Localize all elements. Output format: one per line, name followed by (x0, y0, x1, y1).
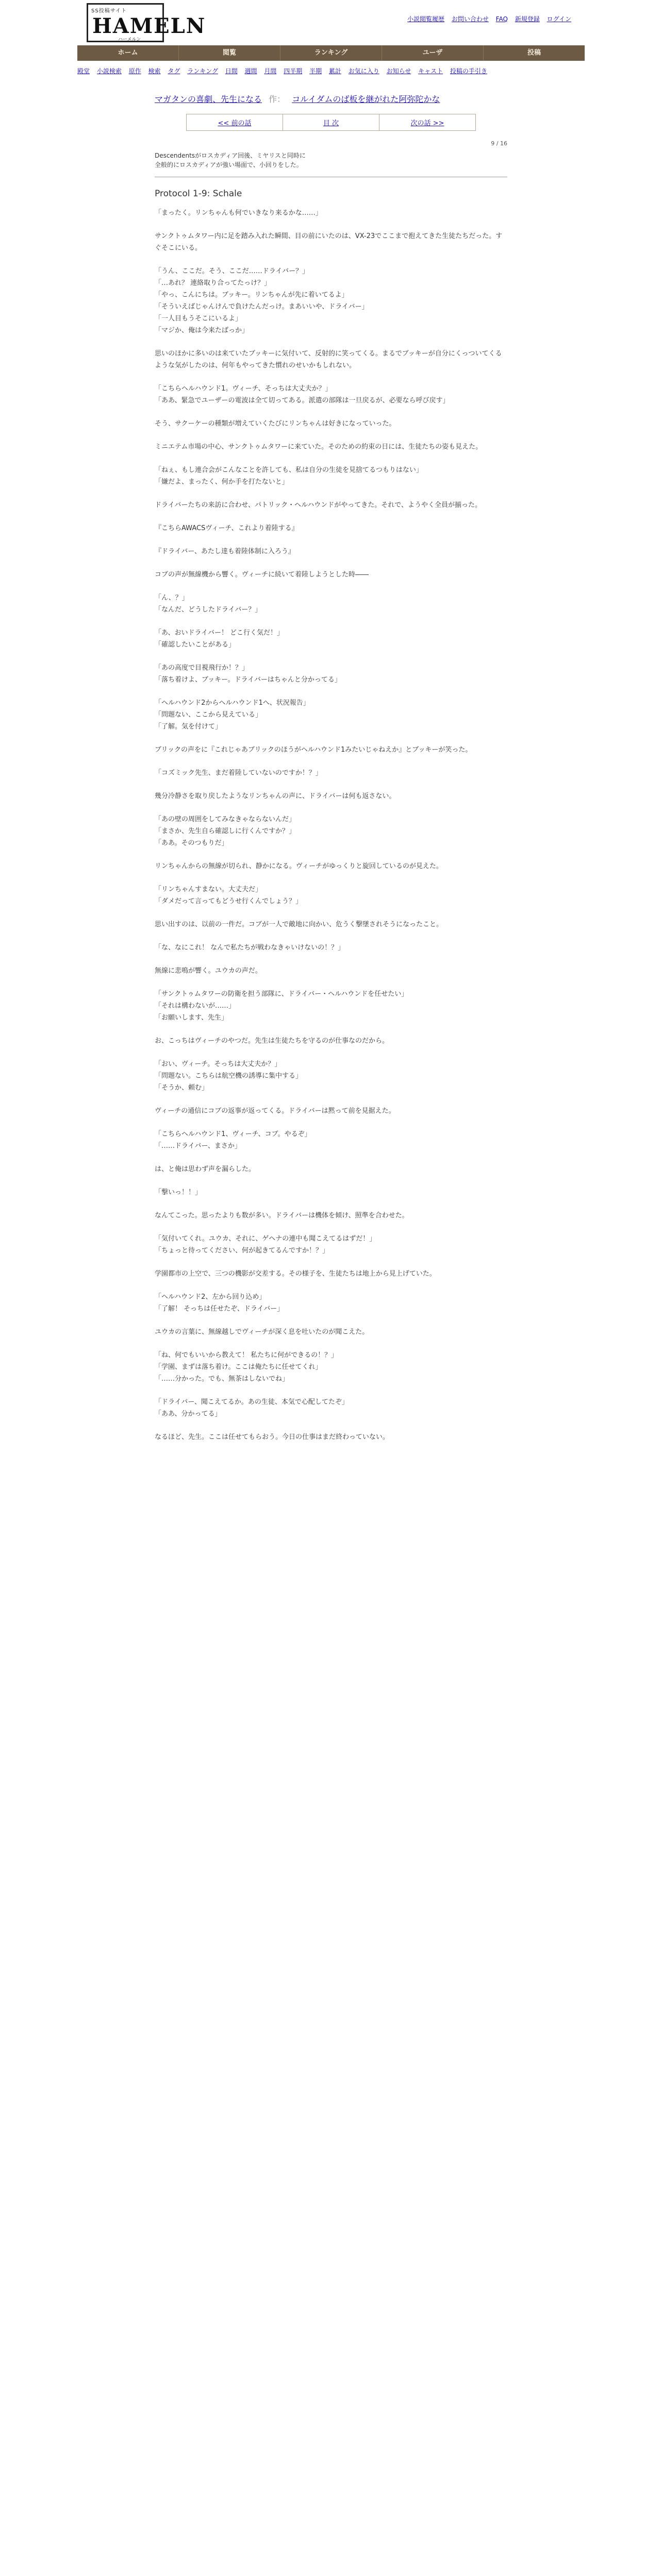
top-links (402, 14, 571, 23)
body-paragraph: 「ヘルハウンド2、左から回り込め」 「了解！ そっちは任せたぞ、ドライバー」 (155, 1293, 284, 1313)
subnav-item[interactable]: 四半期 (284, 67, 303, 75)
author-name[interactable]: コルイダムのば板を継がれた阿弥陀かな (292, 94, 440, 104)
gnav-browse[interactable]: 閲覧 (179, 45, 280, 61)
body-paragraph: 「気付いてくれ。ユウカ、それに、ゲヘナの連中も聞こえてるはずだ！」 「ちょっと待ってください、何が起きてるんですか！？」 (155, 1235, 376, 1255)
body-paragraph: ユウカの言葉に、無線越しでヴィーチが深く息を吐いたのが聞こえた。 (155, 1328, 369, 1336)
body-paragraph: 「な、なにこれ！ なんで私たちが戦わなきゃいけないの！？」 (155, 944, 345, 952)
body-paragraph: 「撃いっ！！」 (155, 1189, 202, 1196)
subnav-item[interactable]: 検索 (148, 67, 161, 75)
body-paragraph: 「あの高度で目視飛行か！？」 「落ち着けよ、ブッキー。ドライバーはちゃんと分かってる」 (155, 664, 341, 684)
body-paragraph: 思い出すのは、以前の一件だ。コブが一人で敵地に向かい、危うく撃墜されそうになったこと。 (155, 921, 443, 928)
subnav-item[interactable]: 小説検索 (96, 67, 122, 75)
toc-link[interactable]: 目 次 (323, 120, 339, 127)
body-paragraph: 思いのほかに多いのは来ていたブッキーに気付いて、反射的に笑ってくる。まるでブッキーが自分にくっついてくるような気がしたのは、何年もやってきた慣れのせいかもしれない。 (155, 350, 502, 369)
body-paragraph: 「ねぇ、もし連合会がこんなことを許しても、私は自分の生徒を見捨てるつもりはない」 「嫌だよ、まったく、何か手を打たないと」 (155, 466, 423, 486)
body-paragraph: 幾分冷静さを取り戻したようなリンちゃんの声に、ドライバーは何も返さない。 (155, 792, 396, 800)
link-login[interactable]: ログイン (547, 15, 571, 23)
gnav-post[interactable]: 投稿 (527, 49, 541, 57)
body-paragraph: ヴィーチの通信にコブの返事が返ってくる。ドライバーは黙って前を見据えた。 (155, 1107, 395, 1115)
body-paragraph: 「まったく。リンちゃんも何でいきなり来るかな……」 (155, 209, 322, 217)
preface (155, 151, 507, 170)
subnav-item[interactable]: お知らせ (386, 67, 411, 75)
body-paragraph: 「サンクトゥムタワーの防衛を担う部隊に、ドライバー・ヘルハウンドを任せたい」 「それは構わないが……」 「お願いします、先生」 (155, 990, 408, 1022)
body-paragraph: 「あの壁の周囲をしてみなきゃならないんだ」 「まさか、先生自ら確認しに行くんですか？」 「ああ。そのつもりだ」 (155, 816, 296, 847)
chapter-title: Protocol 1-9: Schale (155, 189, 242, 199)
link-register[interactable]: 新規登録 (515, 15, 540, 23)
global-nav (77, 45, 585, 61)
body-paragraph: 「リンちゃんすまない。大丈夫だ」 「ダメだって言ってもどうせ行くんでしょう？」 (155, 886, 303, 905)
body-paragraph: コブの声が無線機から響く。ヴィーチに続いて着陸しようとした時―― (155, 571, 369, 579)
subnav-item[interactable]: キャスト (418, 67, 443, 75)
subnav-item[interactable]: 原作 (128, 67, 141, 75)
link-history[interactable]: 小説閲覧履歴 (407, 15, 444, 23)
prev-chapter-link[interactable]: << 前の話 (218, 120, 252, 127)
logo-tagline: SS投稿サイト (91, 8, 127, 14)
subnav-item[interactable]: 日間 (225, 67, 238, 75)
site-header (0, 0, 662, 45)
subnav-item[interactable]: 週間 (244, 67, 257, 75)
sub-nav (77, 64, 585, 78)
gnav-ranking[interactable]: ランキング (280, 45, 382, 61)
body-paragraph: 「こちらヘルハウンド1。ヴィーチ、そっちは大丈夫か？」 「ああ、緊急でユーザーの電波は全て切ってある。派遣の部隊は一旦戻るが、必要なら呼び戻す」 (155, 385, 450, 404)
author-prefix: 作： (269, 94, 286, 104)
body-paragraph: なんてこった。思ったよりも数が多い。ドライバーは機体を傾け、照準を合わせた。 (155, 1212, 409, 1219)
subnav-item[interactable]: 殿堂 (77, 67, 90, 75)
body-paragraph: 無線に悲鳴が響く。ユウカの声だ。 (155, 967, 262, 975)
gnav-user[interactable]: ユーザ (382, 45, 484, 61)
body-paragraph: リンちゃんからの無線が切られ、静かになる。ヴィーチがゆっくりと旋回しているのが見えた。 (155, 862, 443, 870)
gnav-home[interactable]: ホーム (77, 45, 179, 61)
link-faq[interactable]: FAQ (495, 15, 508, 23)
body-paragraph: 「ヘルハウンド2からヘルハウンド1へ、状況報告」 「問題ない、ここから見えている」 「了解。気を付けて」 (155, 699, 310, 731)
body-paragraph: ミニエテム市場の中心、サンクトゥムタワーに来ていた。そのための約束の日には、生徒たちの姿も見えた。 (155, 443, 483, 451)
next-chapter-link[interactable]: 次の話 >> (410, 120, 444, 127)
subnav-item[interactable]: お気に入り (348, 67, 379, 75)
novel-title-row (155, 93, 507, 105)
preface-line: Descendentsがロスカディア回後、ミヤリスと同時に (155, 152, 306, 159)
body-paragraph: 「ね、何でもいいから教えて！ 私たちに何ができるの！？」 「学園、まずは落ち着け。ここは俺たちに任せてくれ」 「……分かった。でも、無茶はしないでね」 (155, 1351, 338, 1383)
logo-text: HAMELN (92, 14, 206, 38)
body-paragraph: は、と俺は思わず声を漏らした。 (155, 1165, 256, 1173)
subnav-item[interactable]: 投稿の手引き (450, 67, 487, 75)
subnav-item[interactable]: 月間 (264, 67, 277, 75)
page-number: 9 / 16 (491, 140, 507, 147)
novel-page (155, 88, 507, 1454)
body-paragraph: 『こちらAWACSヴィーチ、これより着陸する』 (155, 524, 299, 532)
body-paragraph: 学園都市の上空で、三つの機影が交差する。その様子を、生徒たちは地上から見上げていた。 (155, 1270, 436, 1278)
chapter-pager-top (186, 114, 476, 131)
body-paragraph: ドライバーたちの来訪に合わせ、パトリック・ヘルハウンドがやってきた。それで、ようやく全員が揃った。 (155, 501, 482, 509)
subnav-item[interactable]: ランキング (187, 67, 218, 75)
subnav-item[interactable]: 半期 (309, 67, 322, 75)
logo-subtext: ハーメルン (118, 37, 141, 42)
body-paragraph: お、こっちはヴィーチのやつだ。先生は生徒たちを守るのが仕事なのだから。 (155, 1037, 389, 1045)
body-paragraph: 「こちらヘルハウンド1、ヴィーチ、コブ。やるぞ」 「……ドライバー、まさか」 (155, 1130, 311, 1150)
body-paragraph: 『ドライバー、あたし達も着陸体制に入ろう』 (155, 548, 295, 555)
body-paragraph: ブリックの声をに『これじゃあブリックのほうがヘルハウンド1みたいじゃねえか』とブッキーが笑った。 (155, 746, 472, 754)
body-paragraph: 「おい、ヴィーチ。そっちは大丈夫か？」 「問題ない。こちらは航空機の誘導に集中する」 「そうか、頼む」 (155, 1060, 303, 1092)
site-logo[interactable] (87, 3, 206, 42)
body-paragraph: サンクトゥムタワー内に足を踏み入れた瞬間、目の前にいたのは、VX-23でここまで抱えてきた生徒たちだった。すぐそこにいる。 (155, 232, 503, 252)
novel-body (155, 207, 507, 1443)
body-paragraph: 「あ、おいドライバー！ どこ行く気だ！」 「確認したいことがある」 (155, 629, 284, 649)
body-paragraph: 「ドライバー、聞こえてるか。あの生徒、本気で心配してたぞ」 「ああ、分かってる」 (155, 1398, 349, 1418)
body-paragraph: 「コズミック先生、まだ着陸していないのですか！？」 (155, 769, 322, 777)
subnav-item[interactable]: タグ (168, 67, 180, 75)
preface-line: 全般的にロスカディアが強い場面で、小回りをした。 (155, 161, 303, 168)
novel-title[interactable]: マガタンの喜劇、先生になる (155, 94, 262, 104)
body-paragraph: 「ん、？」 「なんだ、どうしたドライバー？」 (155, 594, 262, 614)
link-contact[interactable]: お問い合わせ (451, 15, 489, 23)
body-paragraph: なるほど、先生。ここは任せてもらおう。今日の仕事はまだ終わっていない。 (155, 1433, 389, 1441)
body-paragraph: そう、サクーケーの種類が増えていくたびにリンちゃんは好きになっていった。 (155, 420, 396, 428)
subnav-item[interactable]: 累計 (328, 67, 341, 75)
body-paragraph: 「うん、ここだ。そう、ここだ……ドライバー？」 「…あれ？ 連絡取り合ってたっけ？」 「やっ、こんにちは。ブッキー。リンちゃんが先に着いてるよ」 「そういえばじゃんけんで負けたんだっけ。まあいいや、ドライバー」 「一人目もうそこにいるよ」 「マジか、俺は今来たばっか」 (155, 267, 369, 334)
